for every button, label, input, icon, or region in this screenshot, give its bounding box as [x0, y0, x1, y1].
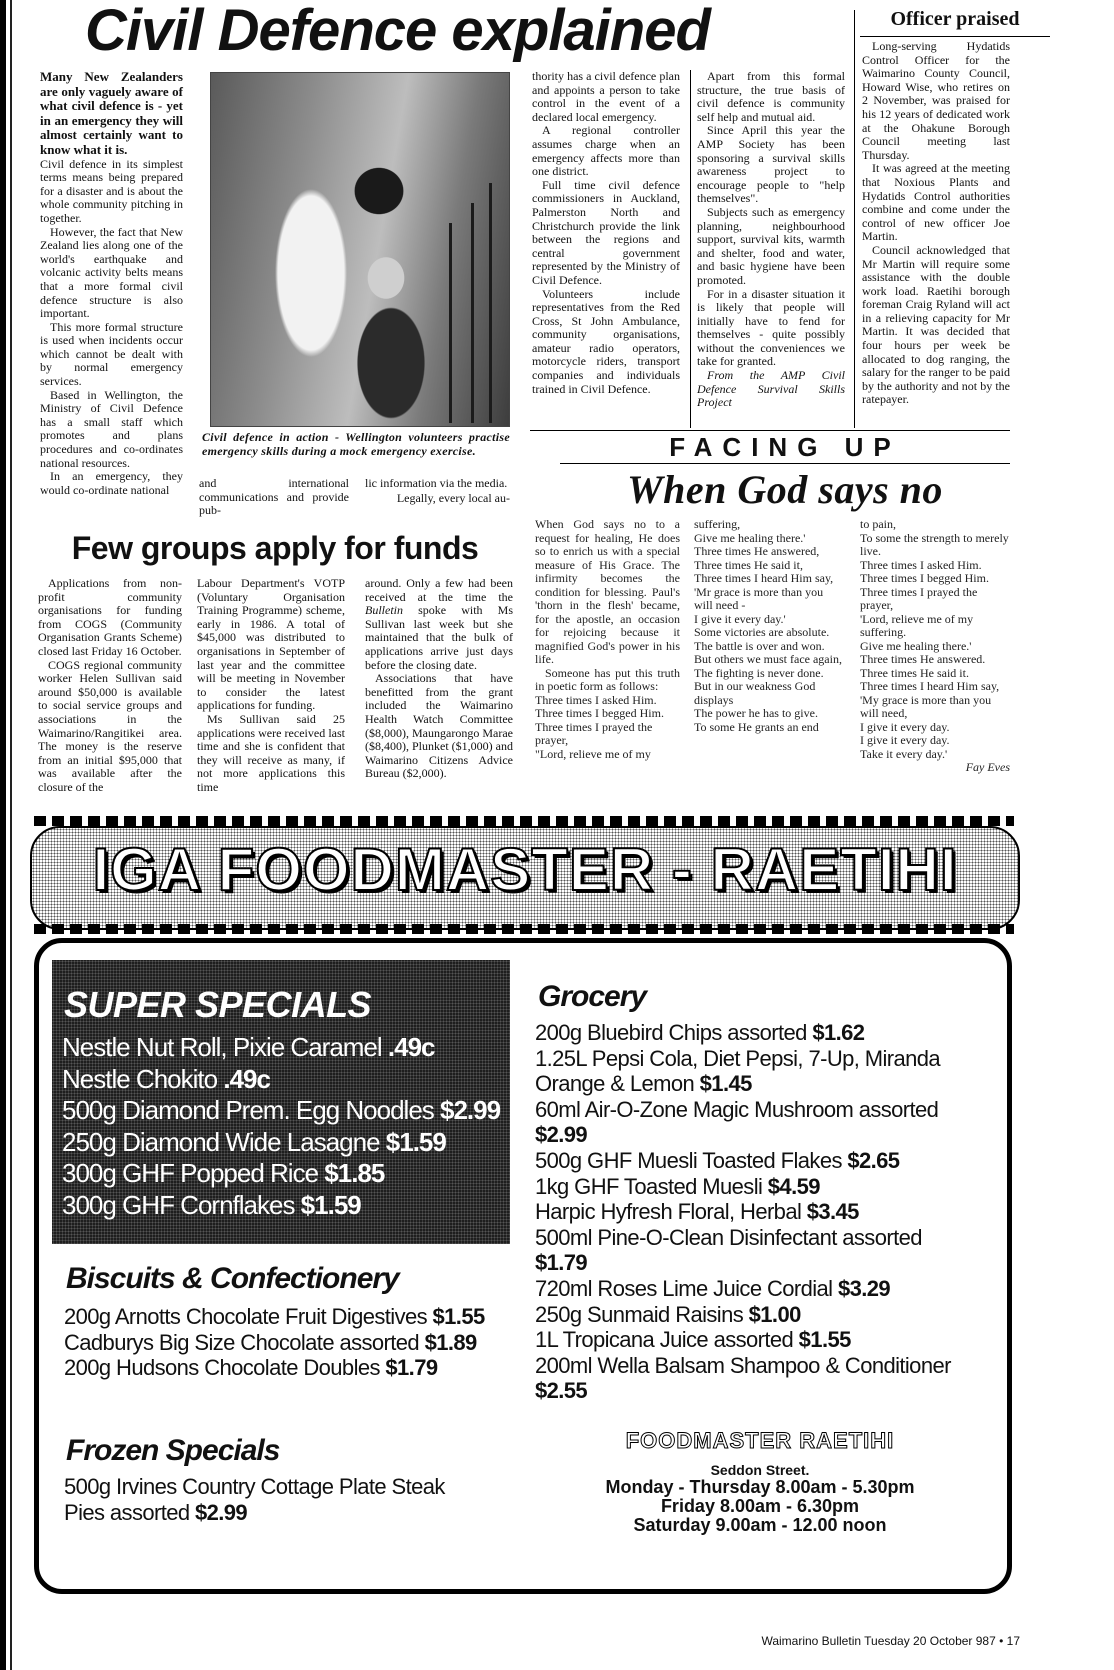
special-item: 500g Diamond Prem. Egg Noodles $2.99 [62, 1095, 501, 1125]
biscuit-item: 200g Hudsons Chocolate Doubles $1.79 [64, 1355, 438, 1381]
officer-p3: Council acknowledged that Mr Martin will require some assistance with the double work load. Raetihi borough foreman Craig Ryland will act in a relieving capacity for Mr Martin. It was decided that four hours per week be allocated to dog ranging, the salary for the ranger to be paid by the authority and not by the ratepayer. [862, 242, 1010, 407]
column-rule [690, 70, 691, 428]
poem-line: The fighting is never done. [694, 665, 824, 680]
poem-line: Three times I asked Him. [860, 557, 982, 572]
grocery-item: 1L Tropicana Juice assorted $1.55 [535, 1327, 851, 1353]
civil-under-photo-right: lic information via the media. [365, 476, 508, 490]
section-rule [530, 430, 1010, 431]
poem-line: to pain, [860, 517, 896, 531]
poem-line: Three times He said it. [860, 665, 969, 680]
iga-banner-title: IGA FOODMASTER - RAETIHI [92, 836, 958, 903]
civil-col1-p4: Based in Wellington, the Ministry of Civil Defence has a small staff which promotes and plans procedures and co-ordinates national resources. [40, 387, 183, 470]
special-item: 300g GHF Cornflakes $1.59 [62, 1189, 361, 1220]
special-item: Nestle Nut Roll, Pixie Caramel .49c [62, 1032, 435, 1062]
civil-col1-p3: This more formal structure is used when incidents occur which cannot be dealt with by normal emergency services. [40, 319, 183, 389]
poem-line: Three times I begged Him. [535, 706, 664, 720]
civil-col1-p5: In an emergency, they would co-ordinate national [40, 469, 183, 497]
special-item: 250g Diamond Wide Lasagne $1.59 [62, 1126, 446, 1157]
frozen-title: Frozen Specials [66, 1434, 280, 1467]
poem-line: Three times He said it, [694, 557, 803, 572]
store-hours-friday: Friday 8.00am - 6.30pm [660, 1496, 860, 1516]
poem-line: Give me healing there.' [694, 530, 806, 545]
civil-col3-p2: A regional controller assumes charge when an emergency affects more than one district. [532, 123, 680, 179]
grocery-item: 1kg GHF Toasted Muesli $4.59 [535, 1173, 820, 1199]
officer-p2: It was agreed at the meeting that Noxious Plants and Hydatids Control authorities combine and come under the control of new officer Joe Martin. [862, 161, 1010, 244]
civil-col1-p2: However, the fact that New Zealand lies along one of the world's earthquake and volcanic activity belts means that a more formal civil defence structure is also important. [40, 224, 183, 321]
civil-col3-p1: thority has a civil defence plan and appoints a person to take control in the event of a declared local emergency. [532, 69, 680, 124]
page-footer: Waimarino Bulletin Tuesday 20 October 987 • 17 [761, 1634, 1020, 1648]
poem-line: The power he has to give. [694, 706, 818, 720]
poem-line: To some He grants an end [694, 719, 819, 734]
store-street: Seddon Street. [710, 1462, 810, 1478]
civil-under-photo-right2: Legally, every local au- [396, 491, 510, 505]
grocery-item: 200g Bluebird Chips assorted $1.62 [535, 1020, 865, 1045]
funds-col3-bulletin: Bulletin [365, 603, 403, 618]
special-item: 300g GHF Popped Rice $1.85 [62, 1158, 385, 1188]
biscuits-title: Biscuits & Confectionery [66, 1262, 399, 1295]
funds-col3-text-b: spoke with Ms Sullivan last week but she maintained that the bulk of applications arrive just days before the closing date. [365, 603, 513, 672]
biscuit-item: 200g Arnotts Chocolate Fruit Digestives $1.55 [64, 1304, 485, 1329]
civil-col-3 [532, 70, 680, 430]
funds-col3-text-a: around. Only a few had been received at the time the [365, 576, 513, 604]
poem-line: Three times I prayed the prayer, [535, 719, 653, 747]
grocery-item: Harpic Hyfresh Floral, Herbal $3.45 [535, 1199, 859, 1225]
biscuits-list [64, 1304, 504, 1381]
civil-col3-p4: Volunteers include representatives from the Red Cross, St John Ambulance, community organisations, amateur radio operators, motorcycle riders, transport companies and individuals trained in Civil Defence. [532, 286, 680, 396]
when-god-says-no-headline: When God says no [627, 467, 943, 512]
grocery-item: 500ml Pine-O-Clean Disinfectant assorted $1.79 [535, 1224, 922, 1276]
god-col-3 [860, 518, 1010, 808]
grocery-item: 250g Sunmaid Raisins $1.00 [535, 1301, 801, 1327]
banner-dashes-top [34, 816, 1014, 826]
funds-col-1 [38, 577, 182, 809]
grocery-item: 60ml Air-O-Zone Magic Mushroom assorted $2.99 [535, 1096, 939, 1148]
column-rule [854, 10, 855, 428]
civil-lead: Many New Zealanders are only vaguely aware of what civil defence is - yet in an emergency they will almost certainly want to know what it is. [40, 69, 183, 157]
funds-col-3 [365, 577, 513, 809]
poem-line: "Lord, relieve me of my [535, 746, 651, 761]
poem-line: I give it every day. [860, 719, 950, 734]
kicker-rule [560, 463, 1010, 464]
grocery-title: Grocery [538, 980, 647, 1013]
photo-caption: Civil defence in action - Wellington volunteers practise emergency skills during a mock emergency exercise. [202, 430, 510, 458]
civil-col3-p3: Full time civil defence commissioners in Auckland, Palmerston North and Christchurch provide the link between the regions and central government represented by the Ministry of Civil Defence. [532, 177, 680, 287]
funds-col-2 [197, 577, 345, 809]
officer-p1: Long-serving Hydatids Control Officer for the Waimarino County Council, Howard Wise, who retires on 2 November, was praised for his 12 years of dedicated work at the Ohakune Borough Council meeting last Thursday. [862, 39, 1010, 162]
grocery-item: 200ml Wella Balsam Shampoo & Conditioner $2.55 [535, 1352, 951, 1404]
officer-article [862, 40, 1010, 428]
officer-praised-headline: Officer praised [890, 8, 1020, 30]
god-col-1 [535, 518, 680, 808]
biscuit-item: Cadburys Big Size Chocolate assorted $1.89 [64, 1329, 477, 1355]
poem-line: But others we must face again, [694, 652, 842, 666]
poem-line: Three times He answered. [860, 652, 986, 666]
store-hours-weekdays: Monday - Thursday 8.00am - 5.30pm [605, 1477, 915, 1497]
super-specials-title: SUPER SPECIALS [64, 984, 372, 1025]
civil-col4-source: From the AMP Civil Defence Survival Skills Project [697, 368, 845, 410]
funds-col1-p1: Applications from non-profit community organisations for funding from COGS (Community Organisation Grants Scheme) closed last Friday 16 October. [38, 576, 182, 658]
civil-col4-p3: Subjects such as emergency planning, neighbourhood support, survival kits, warmth and shelter, food and water, and basic hygiene have been promoted. [697, 204, 845, 287]
civil-col4-p4: For in a disaster situation it is likely that people will initially have to fend for themselves - quite possibly without the conveniences we take for granted. [697, 286, 845, 369]
civil-col-4 [697, 70, 845, 430]
poem-line: Some victories are absolute. [694, 625, 830, 639]
poem-line: Take it every day.' [860, 746, 948, 761]
store-name-logo: FOODMASTER RAETIHI [625, 1428, 895, 1453]
funds-headline: Few groups apply for funds [71, 530, 479, 566]
poem-line: To some the strength to merely live. [860, 530, 1009, 558]
poem-line: suffering, [694, 517, 741, 531]
poem-line: 'My grace is more than you will need, [860, 692, 992, 720]
photo-rail [471, 203, 474, 423]
god-col1-intro: When God says no to a request for healing, He does so to enrich us with a special measure of His Grace. The infirmity becomes the condition for blessing. Paul's 'thorn in the flesh' became, for the apostle, an occasion for rejoicing because it magnified God's power in his life. [535, 517, 680, 666]
poem-line: I give it every day.' [694, 611, 786, 626]
poem-signature: Fay Eves [965, 760, 1010, 774]
photo-rail [489, 183, 492, 423]
poem-line: I give it every day. [860, 733, 950, 747]
poem-line: Three times I prayed the prayer, [860, 584, 978, 612]
civil-col4-p1: Apart from this formal structure, the true basis of civil defence is community self help and mutual aid. [697, 69, 845, 124]
poem-line: But in our weakness God displays [694, 679, 816, 707]
special-item: Nestle Chokito .49c [62, 1063, 270, 1094]
poem-line: 'Lord, relieve me of my suffering. [860, 611, 974, 639]
frozen-item: 500g Irvines Country Cottage Plate Steak Pies assorted $2.99 [64, 1474, 445, 1525]
grocery-list [535, 1020, 975, 1404]
civil-col-1 [40, 70, 183, 520]
grocery-item: 1.25L Pepsi Cola, Diet Pepsi, 7-Up, Miranda Orange & Lemon $1.45 [535, 1045, 941, 1097]
store-info [550, 1462, 970, 1535]
poem-line: Three times I asked Him. [535, 692, 657, 707]
civil-col4-p2: Since April this year the AMP Society has been sponsoring a survival skills awareness project to encourage people to "help themselves". [697, 123, 845, 206]
poem-line: The battle is over and won. [694, 638, 825, 653]
store-hours-saturday: Saturday 9.00am - 12.00 noon [633, 1515, 887, 1535]
funds-col3-p2: Associations that have benefitted from the grant included the Waimarino Health Watch Committee ($8,000), Maungarongo Marae ($8,400), Plunket ($1,000) and Waimarino Citizens Advice Bureau ($2,000). [365, 671, 513, 781]
poem-line: Three times He answered, [694, 544, 820, 558]
scan-edge [0, 0, 18, 1670]
photo-rail [449, 223, 452, 423]
civil-defence-photo [210, 72, 510, 427]
facing-up-kicker: FACING UP [669, 432, 901, 462]
poem-line: 'Mr grace is more than you will need - [694, 584, 824, 612]
funds-col1-p2: COGS regional community worker Helen Sullivan said around $50,000 is available to social service groups and associations in the Waimarino/Rangitikei area. The money is the reserve from an initial $95,000 that was available after the closure of the [38, 657, 182, 794]
super-specials-list [62, 1032, 507, 1221]
god-col-2 [694, 518, 844, 808]
civil-col1-p1: Civil defence in its simplest terms means being prepared for a disaster and is about the whole community pitching in together. [40, 156, 183, 225]
poem-line: Three times I heard Him say, [694, 571, 834, 585]
frozen-list [64, 1474, 464, 1525]
grocery-item: 500g GHF Muesli Toasted Flakes $2.65 [535, 1147, 900, 1173]
poem-line: Three times I heard Him say, [860, 679, 1000, 693]
headline-rule [860, 36, 1050, 37]
god-col1-p2: Someone has put this truth in poetic form as follows: [535, 665, 680, 693]
grocery-item: 720ml Roses Lime Juice Cordial $3.29 [535, 1275, 891, 1301]
banner-dashes-bottom [34, 924, 1014, 934]
funds-col2-p1: Labour Department's VOTP (Voluntary Organisation Training Programme) scheme, early in 1986. A total of $45,000 was distributed to organisations in September of last year and the committee will be meeting in November to consider the latest applications for funding. [197, 576, 345, 713]
poem-line: Three times I begged Him. [860, 571, 989, 585]
funds-col2-p2: Ms Sullivan said 25 applications were received last time and she is confident that they will receive as many, if not more applications this time [197, 711, 345, 794]
civil-defence-headline: Civil Defence explained [85, 0, 710, 63]
civil-under-photo-left: and international communications and provide pub- [199, 476, 349, 518]
poem-line: Give me healing there.' [860, 638, 972, 653]
